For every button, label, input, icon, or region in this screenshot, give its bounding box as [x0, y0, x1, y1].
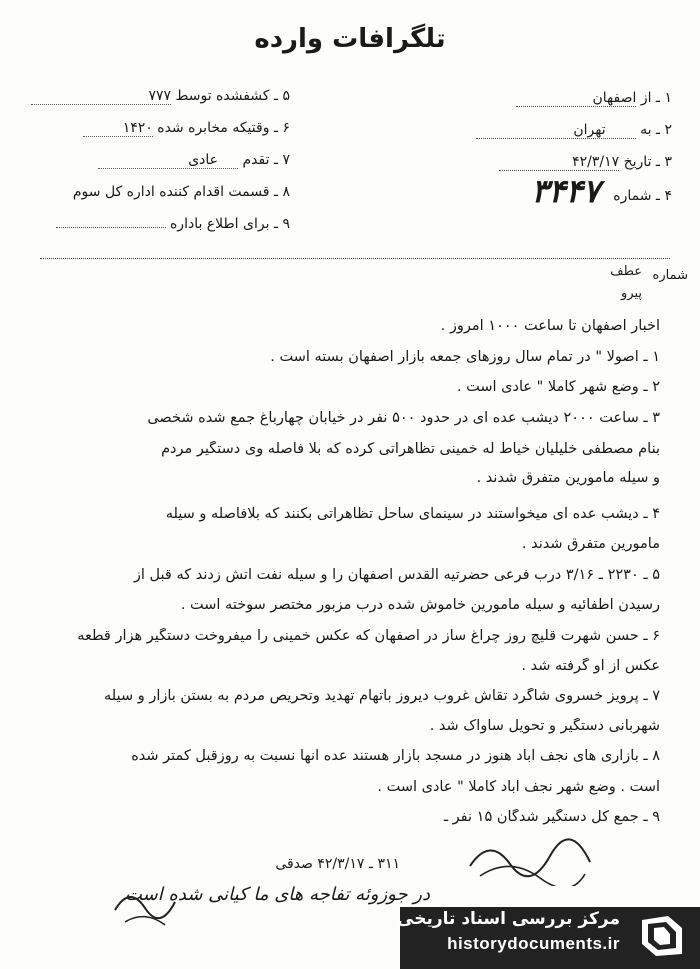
body-item-6-line1: ۶ ـ حسن شهرت قلیچ روز چراغ ساز در اصفهان که عکس خمینی را میفروخت دستگیر هزار قطعه	[77, 628, 660, 644]
body-item-5-line1: ۵ ـ ۲۲۳۰ ـ ۳/۱۶ درب فرعی حضرتیه القدس اصفهان را و سیله نفت آتش زدند که قبل از	[133, 567, 660, 583]
body-item-3-line1: ۳ ـ ساعت ۲۰۰۰ دیشب عده ای در حدود ۵۰۰ نفر در خیابان چهارباغ جمع شده شخصی	[147, 410, 660, 426]
header-sent-time-label: ۶ ـ وقتیکه مخابره شده	[157, 120, 290, 136]
header-info-dept	[56, 216, 290, 232]
body-item-1: ۱ ـ اصولا " در تمام سال روزهای جمعه بازار اصفهان بسته است .	[270, 349, 660, 365]
body-item-3-line2: بنام مصطفی خلیلیان خیاط له خمینی تظاهراتی کرده که بلا فاصله وی دستگیر مردم	[161, 441, 660, 457]
body-item-6-line2: عکس از او گرفته شد .	[521, 658, 660, 674]
header-number-label: ۴ ـ شماره	[613, 188, 672, 204]
ref-atf: عطف	[610, 264, 642, 279]
body-item-5-line2: رسیدن اطفائیه و سیله مامورین خاموش شده درب مزبور مختصر سوخته است .	[180, 597, 660, 613]
signature-line: ۳۱۱ ـ ۴۲/۳/۱۷ صدقی	[275, 856, 400, 872]
handwritten-annotation	[460, 826, 600, 886]
header-action-dept-value: اداره کل سوم	[72, 184, 155, 200]
header-decoded-by-value: ۷۷۷	[31, 88, 171, 105]
header-date-label: ۳ ـ تاریخ	[623, 154, 672, 170]
ref-label: شماره	[652, 268, 688, 283]
header-from-label: ۱ ـ از	[640, 90, 672, 106]
body-item-9: ۹ ـ جمع کل دستگیر شدگان ۱۵ نفر ـ	[443, 809, 660, 825]
document-title: تلگرافات وارده	[254, 24, 446, 54]
handwritten-number: ۳۴۴۷	[531, 172, 600, 210]
watermark-title: مرکز بررسی اسناد تاریخی	[397, 909, 620, 929]
header-date-value: ۴۲/۳/۱۷	[499, 154, 619, 171]
header-priority	[98, 152, 290, 169]
header-to-value: تهران	[476, 122, 636, 139]
handwritten-scribble	[110, 880, 180, 930]
header-priority-label: ۷ ـ تقدم	[242, 152, 290, 168]
body-item-7-line1: ۷ ـ پرویز خسروی شاگرد تقاش غروب دیروز باتهام تهدید وتحریص مردم به بستن بازار و سیله	[104, 688, 660, 704]
body-item-4-line1: ۴ ـ دیشب عده ای میخواستند در سینمای ساحل تظاهراتی بکنند که بلافاصله و سیله	[165, 506, 660, 522]
body-item-7-line2: شهربانی دستگیر و تحویل ساواک شد .	[429, 718, 660, 734]
body-intro: اخبار اصفهان تا ساعت ۱۰۰۰ امروز .	[440, 318, 660, 334]
header-sent-time	[83, 120, 290, 137]
header-sent-time-value: ۱۴۲۰	[83, 120, 153, 137]
body-item-4-line2: مامورین متفرق شدند .	[521, 536, 660, 552]
body-item-8-line1: ۸ ـ بازاری های نجف آباد هنوز در مسجد بازار هستند عده آنها نسبت به روزقبل کمتر شده	[131, 748, 660, 764]
body-item-2: ۲ ـ وضع شهر کاملا " عادی است .	[456, 379, 660, 395]
header-from	[516, 90, 672, 107]
separator-line	[40, 258, 670, 259]
header-to-label: ۲ ـ به	[640, 122, 672, 138]
ref-peyro: پیرو	[621, 286, 642, 301]
body-item-3-line3: و سیله مامورین متفرق شدند .	[476, 470, 660, 486]
handwritten-note: در جوزوئه تفاجه های ما کیانی شده است	[124, 884, 430, 905]
watermark-url: historydocuments.ir	[447, 934, 620, 953]
archive-logo-icon	[638, 914, 686, 958]
header-from-value: اصفهان	[516, 90, 636, 107]
header-decoded-by-label: ۵ ـ کشفشده توسط	[175, 88, 290, 104]
header-info-dept-value	[56, 227, 166, 228]
header-action-dept	[73, 184, 290, 200]
header-decoded-by	[31, 88, 290, 105]
header-priority-value: عادی	[98, 152, 238, 169]
header-date	[499, 154, 672, 171]
header-to	[476, 122, 672, 139]
header-number	[613, 188, 672, 204]
header-action-dept-label: ۸ ـ قسمت اقدام کننده	[159, 184, 290, 200]
header-info-dept-label: ۹ ـ برای اطلاع باداره	[169, 216, 290, 232]
body-item-8-line2: است . وضع شهر نجف آباد کاملا " عادی است .	[377, 779, 660, 795]
